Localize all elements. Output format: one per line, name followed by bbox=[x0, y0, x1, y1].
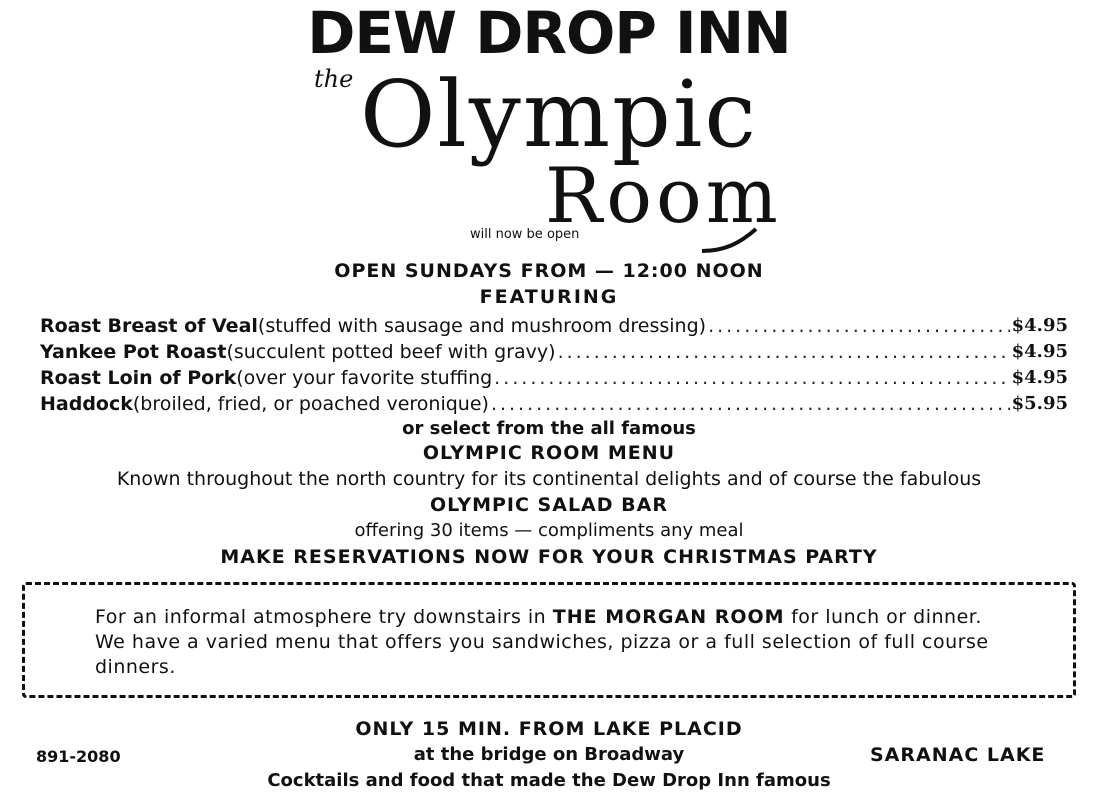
menu-item-price: $5.95 bbox=[1011, 393, 1068, 414]
olympic-room-menu-heading: OLYMPIC ROOM MENU bbox=[422, 442, 676, 464]
known-text: Known throughout the north country for its continental delights and of course the fabulous bbox=[116, 468, 982, 490]
open-note: will now be open bbox=[470, 227, 580, 242]
morgan-pre-text: For an informal atmosphere try downstairs in bbox=[95, 606, 553, 628]
city-name: SARANAC LAKE bbox=[870, 744, 1046, 766]
opening-hours: OPEN SUNDAYS FROM — 12:00 NOON bbox=[334, 260, 764, 282]
menu-item-description: (over your favorite stuffing bbox=[236, 367, 493, 389]
menu-item-leader-dots bbox=[558, 340, 1010, 364]
menu-item-description: (broiled, fried, or poached veronique) bbox=[132, 393, 489, 415]
logo-the-text: the bbox=[314, 65, 354, 93]
menu-item-leader-dots bbox=[708, 314, 1010, 338]
menu-item-price: $4.95 bbox=[1011, 341, 1068, 362]
logo-room-text: Room bbox=[545, 151, 782, 240]
tagline-text: Cocktails and food that made the Dew Drop Inn famous bbox=[267, 770, 831, 791]
reservations-text: MAKE RESERVATIONS NOW FOR YOUR CHRISTMAS PARTY bbox=[220, 546, 878, 568]
restaurant-title: DEW DROP INN bbox=[307, 0, 791, 67]
offering-text: offering 30 items — compliments any meal bbox=[354, 520, 744, 541]
morgan-room-text bbox=[95, 605, 1015, 680]
menu-item-description: (succulent potted beef with gravy) bbox=[226, 341, 556, 363]
menu-item bbox=[40, 392, 1068, 416]
morgan-room-name: THE MORGAN ROOM bbox=[552, 606, 785, 628]
logo-olympic-text: Olympic bbox=[360, 61, 758, 168]
distance-text: ONLY 15 MIN. FROM LAKE PLACID bbox=[355, 718, 743, 740]
salad-bar-heading: OLYMPIC SALAD BAR bbox=[430, 494, 668, 516]
menu-item bbox=[40, 340, 1068, 364]
menu-item-name: Yankee Pot Roast bbox=[40, 341, 227, 363]
menu-item-price: $4.95 bbox=[1011, 367, 1068, 388]
menu-item-name: Roast Breast of Veal bbox=[40, 315, 258, 337]
morgan-post-text: for lunch or dinner. We have a varied menu that offers you sandwiches, pizza or a full selection of full course dinners. bbox=[95, 606, 989, 678]
menu-item-leader-dots bbox=[491, 392, 1010, 416]
menu-item-name: Haddock bbox=[40, 393, 133, 415]
featuring-heading: FEATURING bbox=[479, 286, 619, 308]
menu-item-name: Roast Loin of Pork bbox=[40, 367, 237, 389]
menu-item-leader-dots bbox=[494, 366, 1009, 390]
or-select-text: or select from the all famous bbox=[402, 418, 696, 439]
menu-item-description: (stuffed with sausage and mushroom dressing) bbox=[257, 315, 707, 337]
menu-item-price: $4.95 bbox=[1011, 315, 1068, 336]
menu-item bbox=[40, 314, 1068, 338]
menu-item bbox=[40, 366, 1068, 390]
olympic-room-logo bbox=[300, 61, 800, 250]
logo-swash-icon bbox=[700, 225, 760, 255]
location-text: at the bridge on Broadway bbox=[413, 744, 685, 765]
phone-number: 891-2080 bbox=[36, 747, 121, 766]
